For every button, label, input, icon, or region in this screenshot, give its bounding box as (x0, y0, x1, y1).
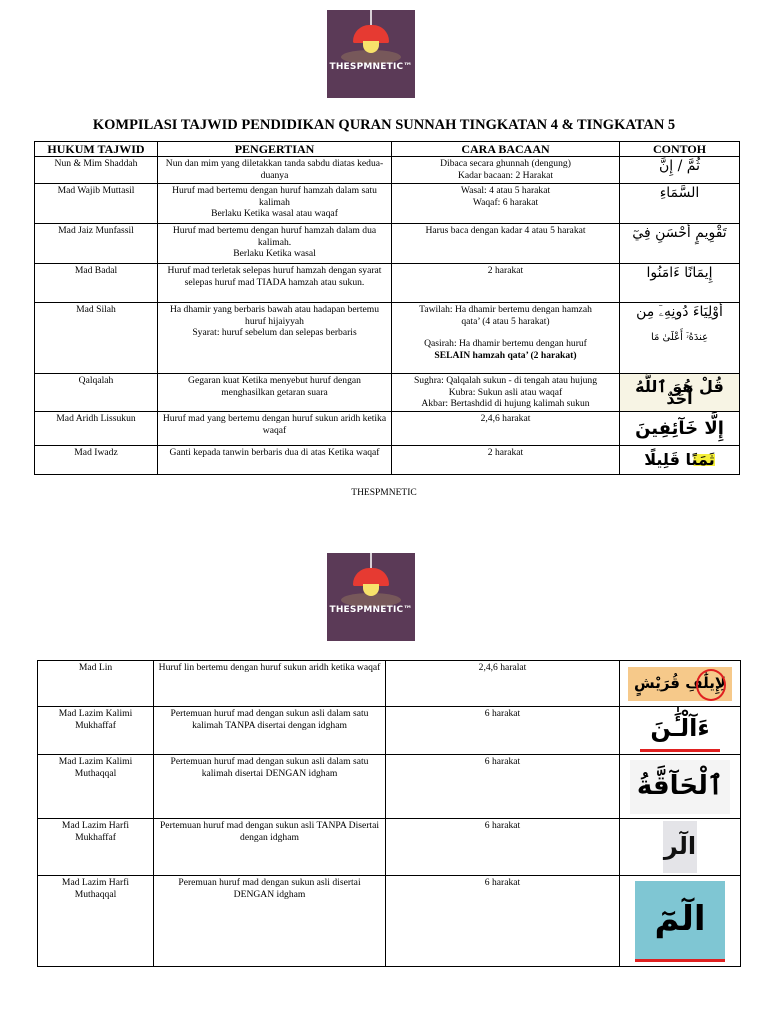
cara-cell: 6 harakat (386, 755, 620, 819)
contoh-line: أَوْلِيَاءَ دُونِهِۦٓ مِن (636, 304, 723, 320)
table-row (38, 707, 741, 755)
cara-cell (392, 374, 620, 412)
table-row (35, 412, 740, 446)
contoh-text: ثَمَنًا قَلِيلًا (644, 450, 715, 470)
contoh-image: ءَآلْـَٰٔنَ (640, 709, 720, 752)
pengertian-cell: Huruf mad yang bertemu dengan huruf sukun aridh ketika waqaf (158, 412, 392, 446)
table-row (35, 303, 740, 374)
contoh-cell (620, 755, 741, 819)
logo-text: THESPMNETIC™ (329, 62, 413, 72)
contoh-image (628, 667, 732, 701)
contoh-cell (620, 707, 741, 755)
cara-line: SELAIN hamzah qata’ (2 harakat) (434, 349, 577, 361)
hukum-cell: Mad Lazim Harfi Mukhaffaf (38, 819, 154, 876)
cara-cell: 6 harakat (386, 876, 620, 967)
thespmnetic-logo (327, 553, 415, 641)
cara-line: Kadar bacaan: 2 Harakat (457, 169, 554, 181)
table-row (35, 184, 740, 224)
cara-line: Dibaca secara ghunnah (dengung) (440, 158, 571, 169)
pengertian-cell: Pertemuan huruf mad dengan sukun asli TANPA Disertai dengan idgham (154, 819, 386, 876)
contoh-cell: السَّمَاءِ (620, 184, 740, 224)
pengertian-cell: Pertemuan huruf mad dengan sukun asli dalam satu kalimah disertai DENGAN idgham (154, 755, 386, 819)
cara-cell: Harus baca dengan kadar 4 atau 5 harakat (392, 224, 620, 264)
contoh-cell (620, 303, 740, 374)
tajwid-table-1 (34, 141, 740, 475)
pengertian-line: Ha dhamir yang berbaris bawah atau hadapan bertemu huruf hijaiyyah (169, 304, 380, 327)
lamp-wire (370, 553, 372, 569)
pengertian-cell (158, 224, 392, 264)
hukum-cell: Qalqalah (35, 374, 158, 412)
cara-cell: 2,4,6 haralat (386, 661, 620, 707)
contoh-image (622, 450, 737, 470)
circle-mark-icon (696, 669, 726, 701)
cara-line: qata’ (4 atau 5 harakat) (461, 315, 550, 327)
contoh-cell: إِيمَانًا ءَامَنُوا (620, 264, 740, 303)
contoh-image: إِلَّا خَآئِفِينَ (635, 417, 724, 439)
header-cara-bacaan: CARA BACAAN (392, 142, 620, 157)
hukum-cell: Mad Wajib Muttasil (35, 184, 158, 224)
table-row (35, 374, 740, 412)
hukum-cell: Mad Badal (35, 264, 158, 303)
cara-line: Waqaf: 6 harakat (472, 196, 539, 208)
contoh-cell: ثُمَّ / إِنَّ (620, 157, 740, 184)
lamp-wire (370, 10, 372, 26)
footer-text: THESPMNETIC (351, 488, 417, 498)
table-row (38, 876, 741, 967)
contoh-cell (620, 446, 740, 475)
pengertian-cell: Ganti kepada tanwin berbaris dua di atas Ketika waqaf (158, 446, 392, 475)
table-row (35, 446, 740, 475)
contoh-image: ٱلْحَآقَّةُ (630, 760, 730, 814)
tajwid-table-2 (37, 660, 741, 967)
logo-text: THESPMNETIC™ (329, 605, 413, 615)
pengertian-line: Berlaku Ketika wasal atau waqaf (211, 208, 338, 220)
pengertian-line: Syarat: huruf sebelum dan selepas berbaris (192, 327, 357, 339)
pengertian-line: Berlaku Ketika wasal (233, 248, 316, 260)
table-row (35, 224, 740, 264)
table-header-row (35, 142, 740, 157)
contoh-line: عِندَهُۥٓ أَعْلَىٰ مَا (650, 332, 709, 343)
cara-cell: 2 harakat (392, 446, 620, 475)
pengertian-cell: Peremuan huruf mad dengan sukun asli disertai DENGAN idgham (154, 876, 386, 967)
pengertian-cell: Gegaran kuat Ketika menyebut huruf dengan menghasilkan getaran suara (158, 374, 392, 412)
cara-line: Kubra: Sukun asli atau waqaf (448, 386, 563, 398)
cara-cell: 2,4,6 harakat (392, 412, 620, 446)
contoh-image: قُلْ هُوَ ٱللَّهُ أَحَدٌ (635, 376, 724, 408)
hukum-cell: Mad Iwadz (35, 446, 158, 475)
cara-line: Qasirah: Ha dhamir bertemu dengan huruf (424, 338, 587, 350)
hukum-cell: Mad Jaiz Munfassil (35, 224, 158, 264)
pengertian-cell (158, 303, 392, 374)
contoh-image: الٓر (663, 821, 697, 873)
hukum-cell: Mad Lazim Kalimi Muthaqqal (38, 755, 154, 819)
hukum-cell: Mad Aridh Lissukun (35, 412, 158, 446)
pengertian-cell: Huruf mad terletak selepas huruf hamzah dengan syarat selepas huruf mad TIADA hamzah atau sukun. (158, 264, 392, 303)
pengertian-cell: Nun dan mim yang diletakkan tanda sabdu diatas kedua-duanya (158, 157, 392, 184)
cara-line: Tawilah: Ha dhamir bertemu dengan hamzah (419, 304, 592, 315)
contoh-cell (620, 876, 741, 967)
contoh-cell (620, 819, 741, 876)
contoh-cell (620, 374, 740, 412)
table-row (38, 755, 741, 819)
pengertian-line: Huruf mad bertemu dengan huruf hamzah dalam dua kalimah. (172, 225, 377, 248)
table-row (35, 264, 740, 303)
spacer (395, 327, 616, 338)
pengertian-cell: Pertemuan huruf mad dengan sukun asli dalam satu kalimah TANPA disertai dengan idgham (154, 707, 386, 755)
cara-cell: 2 harakat (392, 264, 620, 303)
contoh-cell (620, 661, 741, 707)
cara-line: Akbar: Bertashdid di hujung kalimah sukun (421, 398, 590, 410)
contoh-image: الٓمٓ (635, 881, 725, 962)
cara-cell: 6 harakat (386, 819, 620, 876)
hukum-cell: Mad Lazim Kalimi Mukhaffaf (38, 707, 154, 755)
hukum-cell: Mad Silah (35, 303, 158, 374)
cara-cell (392, 303, 620, 374)
document-title: KOMPILASI TAJWID PENDIDIKAN QURAN SUNNAH TINGKATAN 4 & TINGKATAN 5 (92, 117, 676, 133)
contoh-cell: تَقْوِيمٍ أَحْسَنِ فِيٓ (620, 224, 740, 264)
contoh-cell (620, 412, 740, 446)
cara-cell (392, 157, 620, 184)
hukum-cell: Nun & Mim Shaddah (35, 157, 158, 184)
cara-line: Sughra: Qalqalah sukun - di tengah atau hujung (413, 375, 598, 386)
header-pengertian: PENGERTIAN (158, 142, 392, 157)
pengertian-cell (158, 184, 392, 224)
pengertian-cell: Huruf lin bertemu dengan huruf sukun aridh ketika waqaf (154, 661, 386, 707)
table-row (38, 661, 741, 707)
thespmnetic-logo (327, 10, 415, 98)
hukum-cell: Mad Lazim Harfi Muthaqqal (38, 876, 154, 967)
pengertian-line: Huruf mad bertemu dengan huruf hamzah dalam satu kalimah (172, 185, 377, 208)
header-hukum-tajwid: HUKUM TAJWID (35, 142, 158, 157)
hukum-cell: Mad Lin (38, 661, 154, 707)
cara-cell: 6 harakat (386, 707, 620, 755)
cara-cell (392, 184, 620, 224)
cara-line: Wasal: 4 atau 5 harakat (460, 185, 551, 196)
contoh-text: لِإِيلَٰفِ قُرَيْشٍ (634, 673, 726, 692)
header-contoh: CONTOH (620, 142, 740, 157)
table-row (38, 819, 741, 876)
table-row (35, 157, 740, 184)
